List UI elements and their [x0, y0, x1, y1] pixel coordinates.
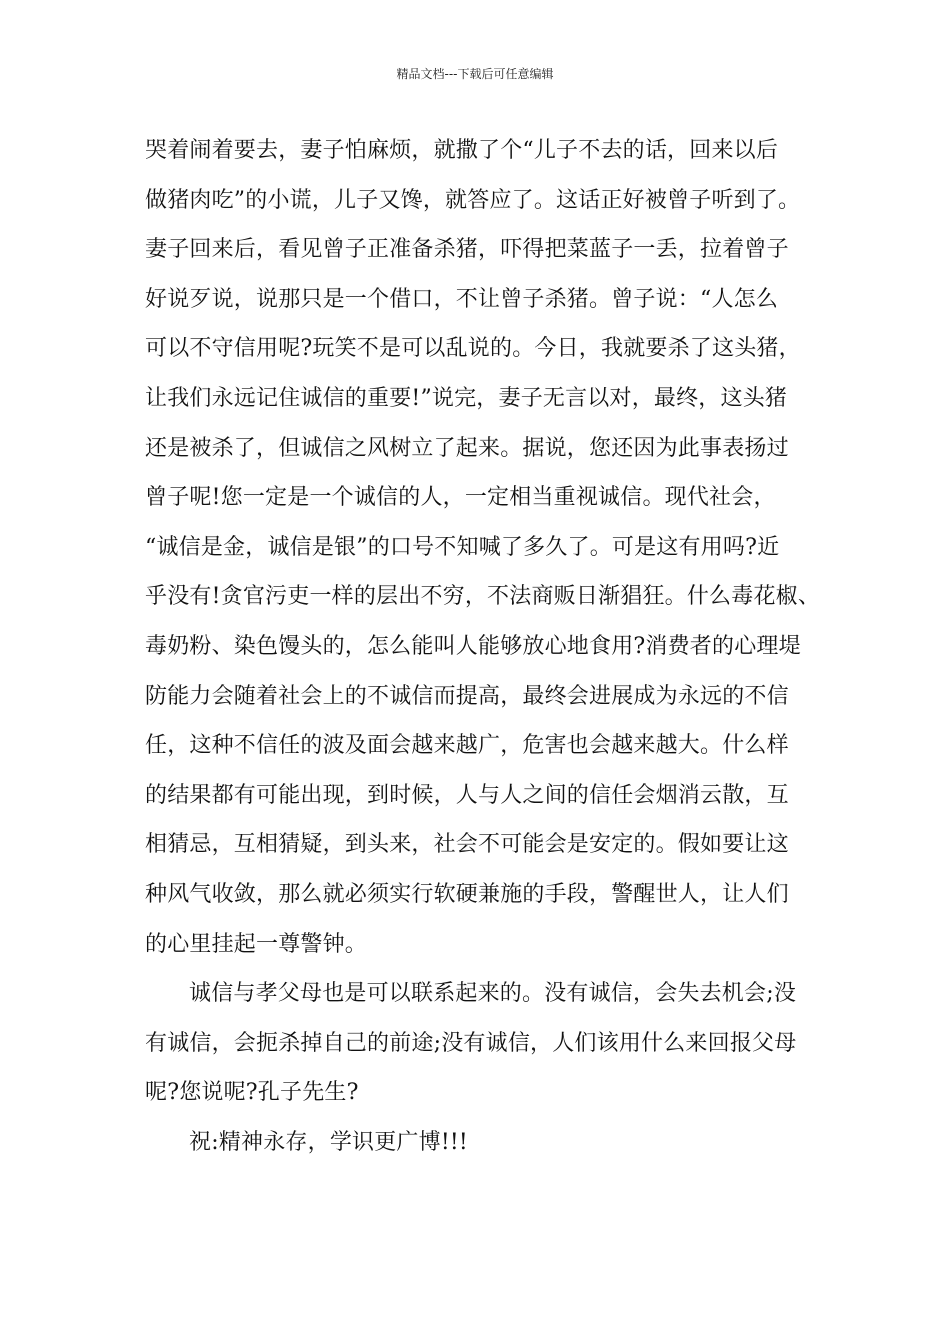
text-line: 的心里挂起一尊警钟。 — [145, 931, 368, 957]
text-line: 有诚信，会扼杀掉自己的前途;没有诚信，人们该用什么来回报父母 — [145, 1030, 797, 1056]
text-line: 诚信与孝父母也是可以联系起来的。没有诚信，会失去机会;没 — [189, 981, 797, 1007]
text-line: 哭着闹着要去，妻子怕麻烦，就撒了个“儿子不去的话，回来以后 — [145, 138, 779, 163]
paragraph-2 — [145, 974, 815, 1123]
text-line: 让我们永远记住诚信的重要!”说完，妻子无言以对，最终，这头猪 — [145, 385, 788, 411]
text-line: 还是被杀了，但诚信之风树立了起来。据说，您还因为此事表扬过 — [145, 435, 789, 461]
text-line: 妻子回来后，看见曾子正准备杀猪，吓得把菜蓝子一丢，拉着曾子 — [145, 237, 789, 263]
document-body — [145, 131, 821, 1172]
text-line: 相猜忌，互相猜疑，到头来，社会不可能会是安定的。假如要让这 — [145, 832, 789, 858]
text-line: 乎没有!贪官污吏一样的层出不穷，不法商贩日渐猖狂。什么毒花椒、 — [145, 584, 821, 610]
text-line: 可以不守信用呢?玩笑不是可以乱说的。今日，我就要杀了这头猪， — [145, 336, 801, 362]
text-line: 毒奶粉、染色馒头的，怎么能叫人能够放心地食用?消费者的心理堤 — [145, 633, 801, 659]
text-line: 祝:精神永存，学识更广博!!! — [189, 1129, 468, 1155]
paragraph-1 — [145, 131, 821, 974]
text-line: 做猪肉吃”的小谎，儿子又馋，就答应了。这话正好被曾子听到了。 — [145, 187, 801, 213]
text-line: 种风气收敛，那么就必须实行软硬兼施的手段，警醒世人，让人们 — [145, 881, 789, 907]
text-line: 任，这种不信任的波及面会越来越广，危害也会越来越大。什么样 — [145, 733, 789, 759]
text-line: 防能力会随着社会上的不诚信而提高，最终会进展成为永远的不信 — [145, 683, 789, 709]
text-line: 曾子呢!您一定是一个诚信的人，一定相当重视诚信。现代社会， — [145, 485, 776, 511]
closing-paragraph — [145, 1123, 815, 1173]
page-header: 精品文档---下载后可任意编辑 — [396, 67, 554, 81]
text-line: “诚信是金，诚信是银”的口号不知喊了多久了。可是这有用吗?近 — [145, 534, 780, 560]
text-line: 的结果都有可能出现，到时候，人与人之间的信任会烟消云散，互 — [145, 782, 789, 808]
text-line: 好说歹说，说那只是一个借口，不让曾子杀猪。曾子说：“人怎么 — [145, 286, 779, 312]
text-line: 呢?您说呢?孔子先生? — [145, 1080, 359, 1106]
